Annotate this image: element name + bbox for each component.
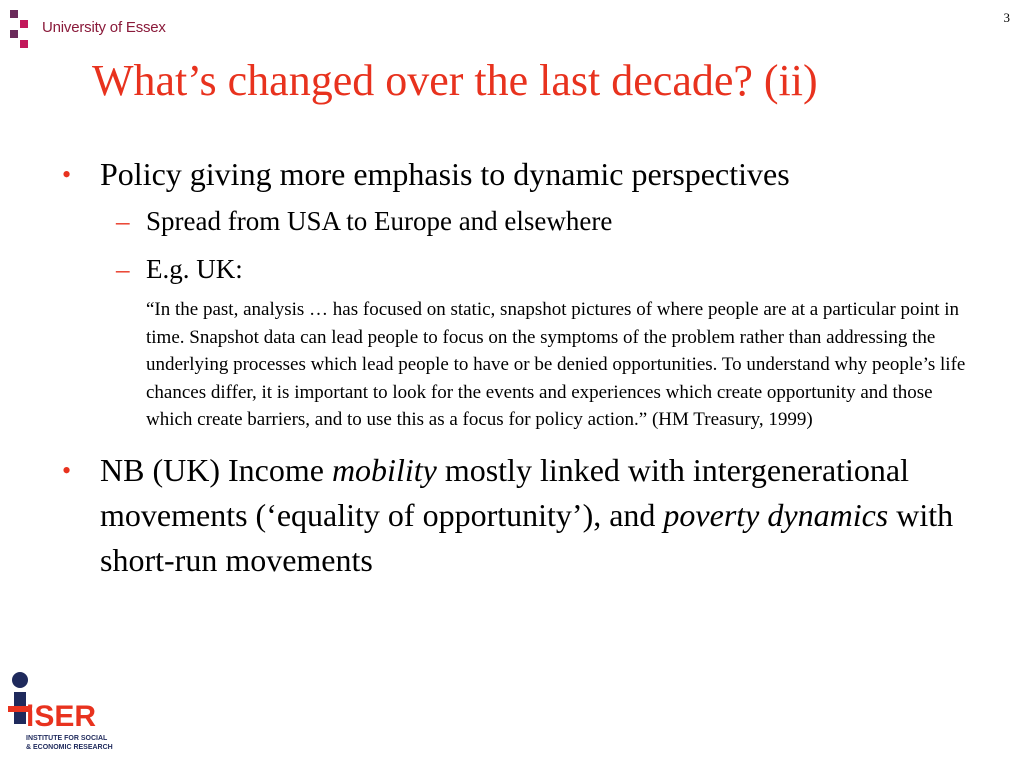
bullet-2-part2: mostly linked with intergenerational movements (‘equality of opportunity’), and (100, 451, 910, 533)
iser-logo-wordmark: iSER (26, 700, 97, 733)
svg-text:& ECONOMIC RESEARCH: & ECONOMIC RESEARCH (26, 744, 113, 751)
bullet-2-part1: NB (UK) Income (100, 451, 332, 488)
slide-title: What’s changed over the last decade? (ii) (92, 56, 818, 105)
bullet-2-part3: with short-run movements (100, 496, 954, 578)
sub-bullet-2-text: E.g. UK: (146, 254, 243, 284)
university-logo (8, 2, 166, 56)
sub-bullet-1-text: Spread from USA to Europe and elsewhere (146, 206, 613, 236)
dash-marker: – (116, 254, 130, 284)
bullet-2-emphasis-poverty: poverty dynamics (663, 496, 889, 533)
dash-marker: – (116, 206, 130, 236)
hm-treasury-quote: “In the past, analysis … has focused on static, snapshot pictures of where people are at a particular point in time. Snapshot data can lead people to focus on the symptoms of the problem rather than addressing the underlying processes which lead people to have or be denied opportunities. To understand why people’s life chances differ, it is important to look for the events and experiences which create opportunity and those which create barriers, and to use this as a focus for policy action.” (HM Treasury, 1999) (146, 299, 966, 430)
page-number: 3 (1003, 10, 1010, 25)
bullet-marker: • (62, 160, 72, 189)
svg-text:INSTITUTE FOR SOCIAL: INSTITUTE FOR SOCIAL (26, 735, 108, 742)
iser-logo (2, 670, 113, 762)
bullet-2-emphasis-mobility: mobility (331, 451, 437, 488)
university-name: University of Essex (42, 18, 166, 36)
slide-content (62, 152, 967, 583)
bullet-1-text: Policy giving more emphasis to dynamic perspectives (100, 156, 790, 192)
sub-bullet-2 (62, 245, 967, 293)
bullet-2 (62, 448, 967, 583)
bullet-1 (62, 152, 967, 197)
essex-logo-icon (8, 4, 36, 54)
sub-bullet-1 (62, 197, 967, 245)
bullet-marker: • (62, 455, 72, 485)
